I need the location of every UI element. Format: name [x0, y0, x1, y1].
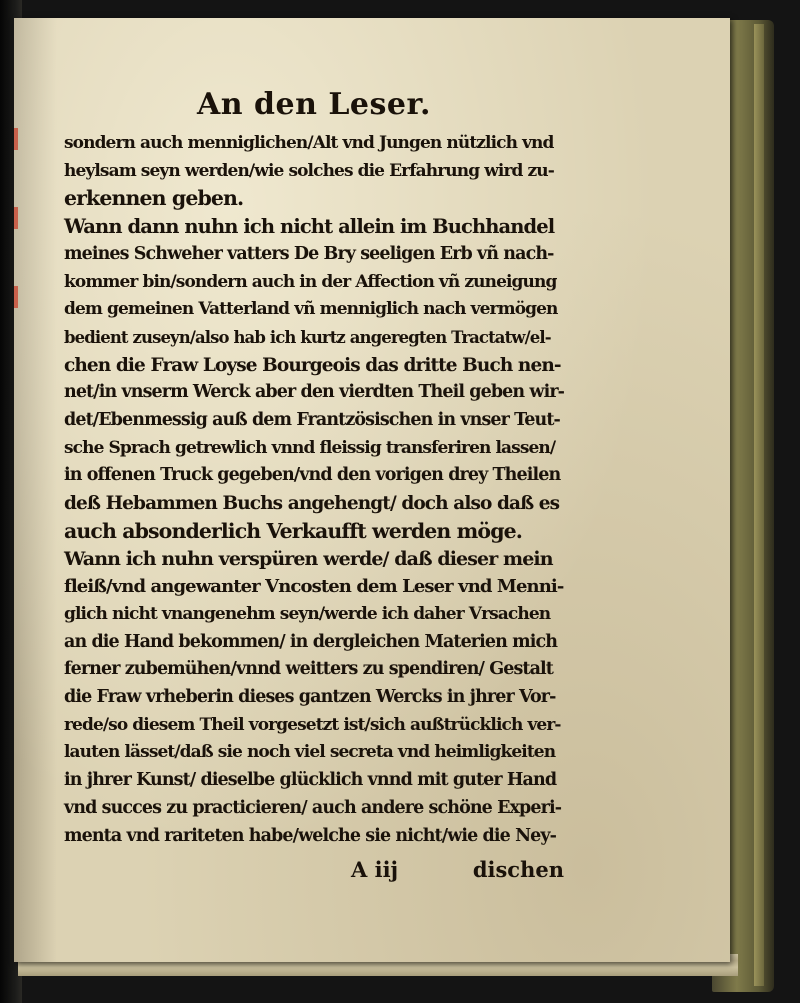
text-line: bedient zuseyn/also hab ich kurtz angeregten Tractatw/el- [64, 327, 551, 347]
text-line: in offenen Truck gegeben/vnd den vorigen drey Theilen [64, 465, 561, 486]
text-line: menta vnd rariteten habe/welche sie nicht/wie die Ney- [64, 825, 557, 846]
text-line: glich nicht vnangenehm seyn/werde ich daher Vrsachen [64, 603, 551, 624]
text-line: kommer bin/sondern auch in der Affection vñ zuneigung [64, 271, 557, 292]
gutter-marks [14, 128, 24, 308]
text-line: chen die Fraw Loyse Bourgeois das dritte Buch nen- [64, 354, 561, 376]
text-line: auch absonderlich Verkaufft werden möge. [64, 518, 523, 543]
text-line: net/in vnserm Werck aber den vierdten Theil geben wir- [64, 382, 565, 403]
text-line: an die Hand bekommen/ in dergleichen Materien mich [64, 631, 558, 652]
text-line: heylsam seyn werden/wie solches die Erfahrung wird zu- [64, 160, 554, 181]
gutter-mark [14, 207, 18, 229]
signature-mark: A iij [351, 857, 399, 882]
page-heading: An den Leser. [196, 87, 431, 122]
text-line: erkennen geben. [64, 186, 244, 211]
text-line: sche Sprach getrewlich vnnd fleissig transferiren lassen/ [64, 437, 556, 458]
text-block [64, 82, 564, 850]
text-line: det/Ebenmessig auß dem Frantzösischen in vnser Teut- [64, 410, 560, 431]
gutter-mark [14, 286, 18, 308]
text-line: rede/so diesem Theil vorgesetzt ist/sich außtrücklich ver- [64, 714, 561, 735]
text-line: Wann ich nuhn verspüren werde/ daß dieser mein [64, 547, 553, 570]
catchword: dischen [472, 857, 564, 882]
page-footer [64, 854, 564, 886]
text-line: die Fraw vrheberin dieses gantzen Wercks in jhrer Vor- [64, 687, 556, 708]
text-line: lauten lässet/daß sie noch viel secreta vnd heimligkeiten [64, 742, 556, 763]
text-line: sondern auch menniglichen/Alt vnd Jungen nützlich vnd [64, 133, 554, 153]
text-line: meines Schweher vatters De Bry seeligen Erb vñ nach- [64, 243, 554, 264]
text-line: fleiß/vnd angewanter Vncosten dem Leser vnd Menni- [64, 576, 564, 598]
text-line: vnd succes zu practicieren/ auch andere schöne Experi- [64, 797, 562, 818]
text-line: dem gemeinen Vatterland vñ menniglich nach vermögen [64, 299, 558, 320]
text-line: deß Hebammen Buchs angehengt/ doch also daß es [64, 493, 560, 515]
text-line: in jhrer Kunst/ dieselbe glücklich vnnd mit guter Hand [64, 770, 557, 791]
gutter-mark [14, 128, 18, 150]
text-line: ferner zubemühen/vnnd weitters zu spendiren/ Gestalt [64, 659, 553, 680]
text-line: Wann dann nuhn ich nicht allein im Buchhandel [64, 215, 555, 239]
back-cover-edge [754, 24, 764, 986]
book-page [14, 18, 730, 962]
